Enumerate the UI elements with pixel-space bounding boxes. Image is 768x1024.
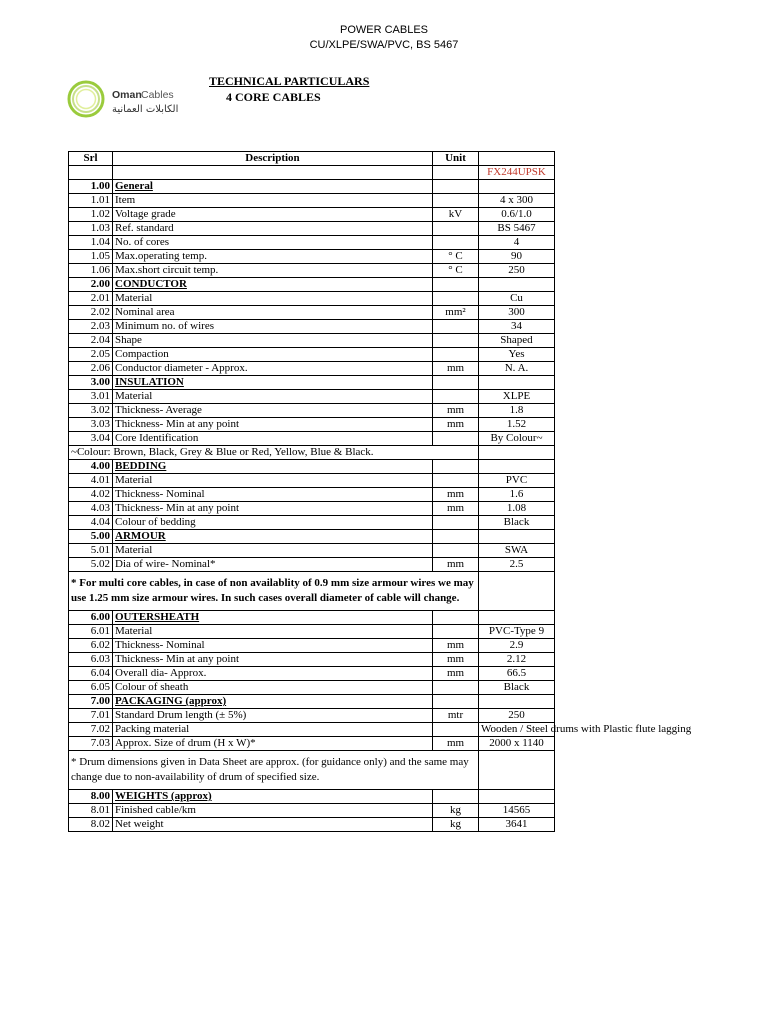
- section-title: ARMOUR: [115, 530, 166, 542]
- section-row: [69, 180, 555, 194]
- row-srl: 2.05: [69, 348, 113, 362]
- row-srl: 4.00: [69, 460, 113, 474]
- note-text: * For multi core cables, in case of non availablity of 0.9 mm size armour wires we may use 1.25 mm size armour wires. In such cases overall diameter of cable will change.: [69, 572, 479, 611]
- table-row: [69, 222, 555, 236]
- row-description: Overall dia- Approx.: [113, 667, 433, 681]
- row-srl: 1.04: [69, 236, 113, 250]
- row-srl: 5.02: [69, 558, 113, 572]
- product-code: FX244UPSK: [479, 166, 555, 180]
- row-description: Shape: [113, 334, 433, 348]
- row-description: Core Identification: [113, 432, 433, 446]
- col-header-value: [479, 152, 555, 166]
- row-unit: [433, 460, 479, 474]
- table-row: [69, 474, 555, 488]
- table-row: [69, 320, 555, 334]
- row-value: Black: [479, 681, 555, 695]
- note-row: [69, 751, 555, 790]
- row-description: Standard Drum length (± 5%): [113, 709, 433, 723]
- colour-note-text: ~Colour: Brown, Black, Grey & Blue or Red, Yellow, Blue & Black.: [69, 446, 479, 460]
- row-srl: 5.00: [69, 530, 113, 544]
- row-description: Thickness- Nominal: [113, 488, 433, 502]
- row-description: Thickness- Nominal: [113, 639, 433, 653]
- row-unit: [433, 695, 479, 709]
- section-title: OUTERSHEATH: [115, 611, 200, 623]
- table-row: [69, 544, 555, 558]
- row-value: 3641: [479, 818, 555, 832]
- row-description: No. of cores: [113, 236, 433, 250]
- row-value: N. A.: [479, 362, 555, 376]
- row-description: [113, 695, 433, 709]
- row-unit: mm: [433, 488, 479, 502]
- row-srl: 1.03: [69, 222, 113, 236]
- row-description: [113, 460, 433, 474]
- doc-title-line1: POWER CABLES: [339, 24, 429, 36]
- table-row: [69, 264, 555, 278]
- row-unit: kV: [433, 208, 479, 222]
- row-unit: mtr: [433, 709, 479, 723]
- row-value: PVC: [479, 474, 555, 488]
- row-description: Thickness- Min at any point: [113, 653, 433, 667]
- row-unit: [433, 530, 479, 544]
- row-srl: 4.01: [69, 474, 113, 488]
- row-value: By Colour~: [479, 432, 555, 446]
- row-description: Finished cable/km: [113, 804, 433, 818]
- row-value: [479, 530, 555, 544]
- row-description: Colour of sheath: [113, 681, 433, 695]
- section-title: WEIGHTS (approx): [115, 790, 212, 802]
- row-unit: mm: [433, 653, 479, 667]
- row-value: Cu: [479, 292, 555, 306]
- row-unit: [433, 278, 479, 292]
- table-row: [69, 236, 555, 250]
- col-header-description: Description: [113, 152, 433, 166]
- row-value: 1.08: [479, 502, 555, 516]
- row-srl: 1.00: [69, 180, 113, 194]
- row-value: 14565: [479, 804, 555, 818]
- table-row: [69, 502, 555, 516]
- row-srl: 2.06: [69, 362, 113, 376]
- row-unit: mm: [433, 737, 479, 751]
- section-row: [69, 530, 555, 544]
- row-value: 2.9: [479, 639, 555, 653]
- row-srl: 2.04: [69, 334, 113, 348]
- table-row: [69, 334, 555, 348]
- row-srl: 2.00: [69, 278, 113, 292]
- row-unit: [433, 474, 479, 488]
- table-row: [69, 292, 555, 306]
- row-srl: 1.01: [69, 194, 113, 208]
- row-value: 250: [479, 709, 555, 723]
- row-unit: [433, 334, 479, 348]
- row-srl: 3.04: [69, 432, 113, 446]
- row-value: 2.12: [479, 653, 555, 667]
- row-value: 2000 x 1140: [479, 737, 555, 751]
- row-description: Item: [113, 194, 433, 208]
- row-unit: [433, 611, 479, 625]
- row-srl: 2.02: [69, 306, 113, 320]
- omancables-logo: [66, 77, 186, 121]
- row-unit: [433, 376, 479, 390]
- row-srl: 7.02: [69, 723, 113, 737]
- row-unit: ° C: [433, 264, 479, 278]
- row-srl: 7.01: [69, 709, 113, 723]
- table-row: [69, 737, 555, 751]
- section-row: [69, 611, 555, 625]
- row-unit: [433, 194, 479, 208]
- row-description: Conductor diameter - Approx.: [113, 362, 433, 376]
- table-row: [69, 432, 555, 446]
- row-description: Voltage grade: [113, 208, 433, 222]
- row-description: [113, 790, 433, 804]
- row-description: Minimum no. of wires: [113, 320, 433, 334]
- row-value: [479, 695, 555, 709]
- row-value: Black: [479, 516, 555, 530]
- row-unit: kg: [433, 804, 479, 818]
- row-unit: [433, 625, 479, 639]
- row-value: 34: [479, 320, 555, 334]
- table-row: [69, 625, 555, 639]
- section-row: [69, 695, 555, 709]
- section-row: [69, 790, 555, 804]
- row-unit: [433, 348, 479, 362]
- section-title: CONDUCTOR: [115, 278, 187, 290]
- section-title: BEDDING: [115, 460, 167, 472]
- row-value: XLPE: [479, 390, 555, 404]
- logo-name-arabic: الكابلات العمانية: [112, 104, 179, 115]
- row-value: 2.5: [479, 558, 555, 572]
- row-srl: 3.03: [69, 418, 113, 432]
- row-unit: [433, 790, 479, 804]
- table-row: [69, 488, 555, 502]
- row-description: [113, 530, 433, 544]
- table-row: [69, 681, 555, 695]
- row-unit: [433, 320, 479, 334]
- row-value: 4: [479, 236, 555, 250]
- colour-note-row: [69, 446, 555, 460]
- row-srl: 1.06: [69, 264, 113, 278]
- row-srl: 2.01: [69, 292, 113, 306]
- row-srl: 6.03: [69, 653, 113, 667]
- row-unit: mm: [433, 362, 479, 376]
- row-srl: 6.01: [69, 625, 113, 639]
- row-description: Thickness- Min at any point: [113, 502, 433, 516]
- technical-particulars-table: [68, 151, 692, 832]
- col-header-srl: Srl: [69, 152, 113, 166]
- row-value: [479, 376, 555, 390]
- row-value: 250: [479, 264, 555, 278]
- row-unit: mm²: [433, 306, 479, 320]
- row-srl: 4.02: [69, 488, 113, 502]
- row-description: Thickness- Average: [113, 404, 433, 418]
- section-row: [69, 376, 555, 390]
- row-value: 1.6: [479, 488, 555, 502]
- row-description: Max.short circuit temp.: [113, 264, 433, 278]
- row-srl: 8.01: [69, 804, 113, 818]
- row-value: [479, 180, 555, 194]
- row-srl: 7.03: [69, 737, 113, 751]
- table-row: [69, 250, 555, 264]
- row-unit: [433, 681, 479, 695]
- row-description: Ref. standard: [113, 222, 433, 236]
- row-description: Max.operating temp.: [113, 250, 433, 264]
- row-unit: ° C: [433, 250, 479, 264]
- row-value: [479, 790, 555, 804]
- logo-name-bold: Oman: [112, 89, 142, 101]
- row-unit: [433, 390, 479, 404]
- table-row: [69, 818, 555, 832]
- row-value: 4 x 300: [479, 194, 555, 208]
- table-row: [69, 804, 555, 818]
- row-description: Approx. Size of drum (H x W)*: [113, 737, 433, 751]
- table-row: [69, 404, 555, 418]
- row-value: [479, 278, 555, 292]
- table-row: [69, 709, 555, 723]
- row-description: Compaction: [113, 348, 433, 362]
- row-srl: 3.02: [69, 404, 113, 418]
- logo-name-light: Cables: [141, 89, 174, 101]
- row-srl: 8.00: [69, 790, 113, 804]
- note-text: * Drum dimensions given in Data Sheet are approx. (for guidance only) and the same may change due to non-availability of drum of specified size.: [69, 751, 479, 790]
- row-description: Packing material: [113, 723, 433, 737]
- row-unit: mm: [433, 639, 479, 653]
- table-row: [69, 362, 555, 376]
- row-srl: 6.05: [69, 681, 113, 695]
- row-description: [113, 611, 433, 625]
- section-title: General: [115, 180, 153, 192]
- row-description: [113, 278, 433, 292]
- row-unit: [433, 544, 479, 558]
- row-value: SWA: [479, 544, 555, 558]
- row-value: 1.8: [479, 404, 555, 418]
- row-srl: 8.02: [69, 818, 113, 832]
- row-srl: 3.01: [69, 390, 113, 404]
- table-row: [69, 723, 555, 737]
- table-row: [69, 348, 555, 362]
- core-cables-heading: 4 CORE CABLES: [226, 90, 321, 104]
- row-srl: 6.00: [69, 611, 113, 625]
- col-header-unit: Unit: [433, 152, 479, 166]
- table-row: [69, 558, 555, 572]
- row-description: Colour of bedding: [113, 516, 433, 530]
- row-description: Material: [113, 625, 433, 639]
- doc-title-line2: CU/XLPE/SWA/PVC, BS 5467: [309, 39, 459, 51]
- row-description: Material: [113, 390, 433, 404]
- section-row: [69, 278, 555, 292]
- row-unit: [433, 432, 479, 446]
- row-srl: 2.03: [69, 320, 113, 334]
- row-value: [479, 611, 555, 625]
- row-description: Dia of wire- Nominal*: [113, 558, 433, 572]
- table-row: [69, 639, 555, 653]
- table-row: [69, 208, 555, 222]
- table-row: [69, 516, 555, 530]
- row-unit: [433, 180, 479, 194]
- note-row: [69, 572, 555, 611]
- row-value: PVC-Type 9: [479, 625, 555, 639]
- row-unit: kg: [433, 818, 479, 832]
- row-description: [113, 180, 433, 194]
- table-row: [69, 390, 555, 404]
- row-unit: mm: [433, 418, 479, 432]
- row-srl: 5.01: [69, 544, 113, 558]
- technical-particulars-heading: TECHNICAL PARTICULARS: [209, 74, 370, 88]
- row-srl: 4.03: [69, 502, 113, 516]
- table-row: [69, 418, 555, 432]
- table-row: [69, 653, 555, 667]
- row-value: Yes: [479, 348, 555, 362]
- row-value: 0.6/1.0: [479, 208, 555, 222]
- row-unit: [433, 723, 479, 737]
- row-srl: 7.00: [69, 695, 113, 709]
- row-description: Material: [113, 544, 433, 558]
- section-title: INSULATION: [115, 376, 184, 388]
- section-row: [69, 460, 555, 474]
- row-value: Wooden / Steel drums with Plastic flute lagging: [479, 723, 555, 737]
- table-row: [69, 306, 555, 320]
- table-row: [69, 194, 555, 208]
- row-value: 1.52: [479, 418, 555, 432]
- table-header-row: [69, 152, 555, 166]
- row-description: Material: [113, 474, 433, 488]
- row-value: Shaped: [479, 334, 555, 348]
- row-value: BS 5467: [479, 222, 555, 236]
- row-value: 66.5: [479, 667, 555, 681]
- row-description: Thickness- Min at any point: [113, 418, 433, 432]
- row-value: 90: [479, 250, 555, 264]
- row-unit: [433, 516, 479, 530]
- row-unit: [433, 236, 479, 250]
- product-code-row: [69, 166, 555, 180]
- row-srl: 6.02: [69, 639, 113, 653]
- row-value: 300: [479, 306, 555, 320]
- row-unit: [433, 222, 479, 236]
- row-srl: 4.04: [69, 516, 113, 530]
- row-srl: 1.02: [69, 208, 113, 222]
- row-srl: 6.04: [69, 667, 113, 681]
- row-description: Nominal area: [113, 306, 433, 320]
- table-row: [69, 667, 555, 681]
- row-srl: 3.00: [69, 376, 113, 390]
- row-unit: mm: [433, 558, 479, 572]
- row-unit: [433, 292, 479, 306]
- row-description: [113, 376, 433, 390]
- row-unit: mm: [433, 404, 479, 418]
- row-description: Net weight: [113, 818, 433, 832]
- section-title: PACKAGING (approx): [115, 695, 227, 707]
- row-srl: 1.05: [69, 250, 113, 264]
- row-description: Material: [113, 292, 433, 306]
- row-value: [479, 460, 555, 474]
- row-unit: mm: [433, 667, 479, 681]
- row-unit: mm: [433, 502, 479, 516]
